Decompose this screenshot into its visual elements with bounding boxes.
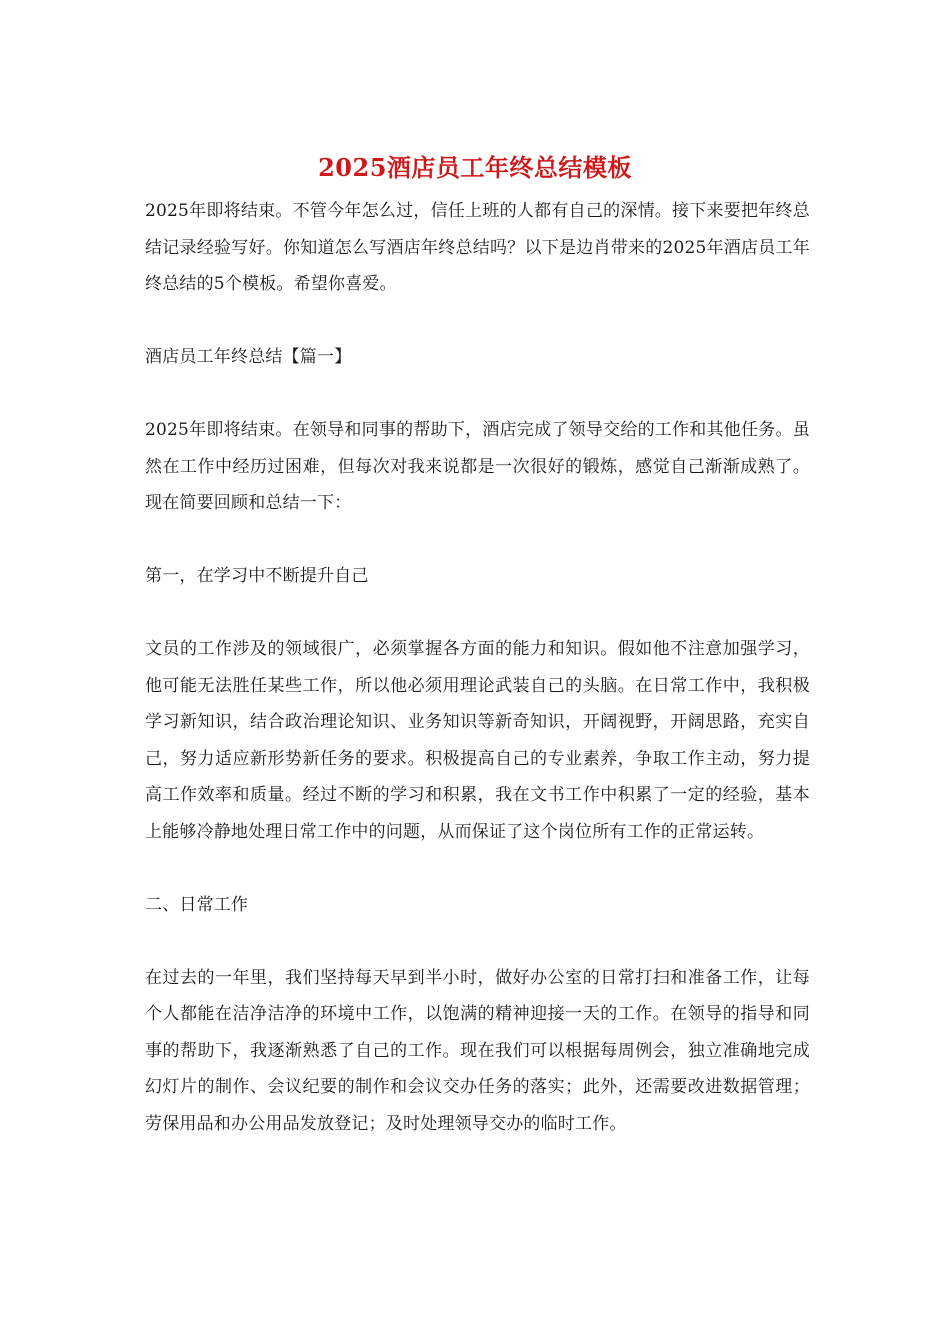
section-heading-daily-work: 二、日常工作 xyxy=(145,894,249,915)
intro-paragraph: 2025年即将结束。不管今年怎么过，信任上班的人都有自己的深情。接下来要把年终总结记录经验写好。你知道怎么写酒店年终总结吗？以下是边肖带来的2025年酒店员工年终总结的5个模板。希望你喜爱。 xyxy=(145,201,810,294)
document-title: 2025酒店员工年终总结模板 xyxy=(318,153,632,182)
body-paragraph: 2025年即将结束。在领导和同事的帮助下，酒店完成了领导交给的工作和其他任务。虽然在工作中经历过困难，但每次对我来说都是一次很好的锻炼，感觉自己渐渐成熟了。现在简要回顾和总结一下： xyxy=(145,420,810,513)
section-heading-learning: 第一，在学习中不断提升自己 xyxy=(145,566,369,586)
section-heading-part-one: 酒店员工年终总结【篇一】 xyxy=(145,347,352,367)
document-body xyxy=(145,193,810,1142)
body-paragraph: 文员的工作涉及的领域很广，必须掌握各方面的能力和知识。假如他不注意加强学习，他可能无法胜任某些工作，所以他必须用理论武装自己的头脑。在日常工作中，我积极学习新知识，结合政治理论知识、业务知识等新奇知识，开阔视野，开阔思路，充实自己，努力适应新形势新任务的要求。积极提高自己的专业素养，争取工作主动，努力提高工作效率和质量。经过不断的学习和积累，我在文书工作中积累了一定的经验，基本上能够冷静地处理日常工作中的问题，从而保证了这个岗位所有工作的正常运转。 xyxy=(145,639,810,842)
body-paragraph: 在过去的一年里，我们坚持每天早到半小时，做好办公室的日常打扫和准备工作，让每个人都能在洁净洁净的环境中工作，以饱满的精神迎接一天的工作。在领导的指导和同事的帮助下，我逐渐熟悉了自己的工作。现在我们可以根据每周例会，独立准确地完成幻灯片的制作、会议纪要的制作和会议交办任务的落实；此外，还需要改进数据管理；劳保用品和办公用品发放登记；及时处理领导交办的临时工作。 xyxy=(145,967,810,1134)
